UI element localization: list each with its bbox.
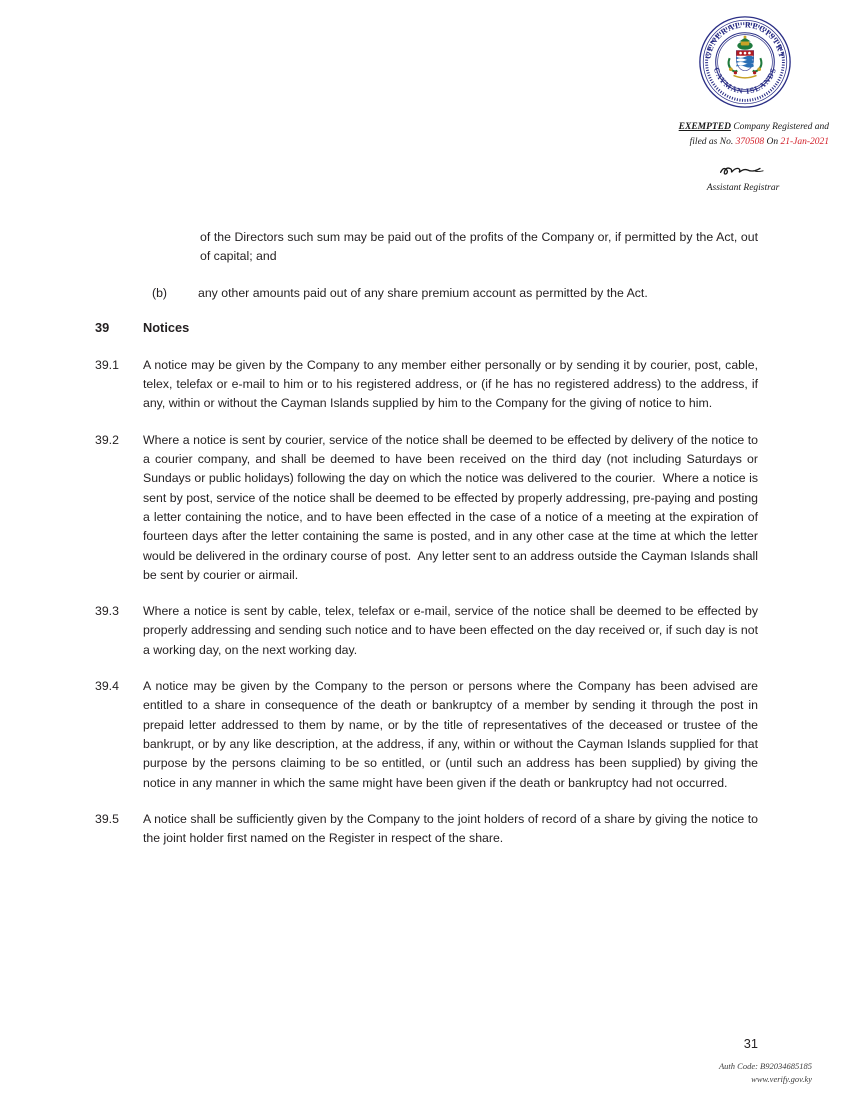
continuation-paragraph: of the Directors such sum may be paid out of the profits of the Company or, if permitted by the Act, out of capital; and [200,230,758,264]
seal-top-text: GENERAL REGISTRY [703,20,787,60]
assistant-registrar-label: Assistant Registrar [706,183,780,194]
list-item-b [95,284,758,303]
general-registry-seal-icon [697,14,793,110]
footer-verification [0,1060,812,1086]
verify-url: www.verify.gov.ky [751,1073,812,1084]
clause-number: 39.1 [95,357,119,372]
section-number: 39 [95,319,110,335]
clause-number: 39.4 [95,679,119,694]
registration-line-1 [655,120,829,135]
section-heading-notices [95,320,758,335]
handwritten-signature-icon [716,161,770,179]
exempted-label: EXEMPTED [678,122,731,132]
clause-39-1 [95,356,762,414]
on-label: On [764,136,781,147]
cayman-coat-of-arms-icon [729,36,762,78]
registration-text [655,120,835,149]
document-body [95,228,762,865]
auth-code: Auth Code: B92034685185 [718,1061,812,1071]
signature-block [655,161,835,193]
registry-stamp-block [655,14,835,193]
clause-text: Where a notice is sent by cable, telex, telefax or e-mail, service of the notice shall be deemed to be effected by properly addressing and sending such notice and to have been effected on the day received or, if such day is not a working day, on the next working day. [143,604,762,657]
clause-text: A notice may be given by the Company to the person or persons where the Company has been advised are entitled to a share in consequence of the death or bankruptcy of a member by sending it through the post in prepaid letter addressed to them by name, or by the title of representatives of the deceased or trustee of the bankrupt, or by any like description, at the address, if any, within or without the Cayman Islands supplied for that purpose by the persons claiming to be so entitled, or (until such an address has been supplied) by giving the notice in any manner in which the same might have been given if the death or bankruptcy had not occurred. [143,679,762,790]
list-item-b-text: any other amounts paid out of any share premium account as permitted by the Act. [198,285,648,300]
clause-number: 39.2 [95,432,119,447]
clause-number: 39.5 [95,811,119,826]
clause-text: A notice may be given by the Company to any member either personally or by sending it by courier, post, cable, telex, telefax or e-mail to him or to his registered address, or (if he has no registered address) to the address, if any, within or without the Cayman Islands supplied by him to the Company for the giving of notice to him. [143,357,762,411]
seal-bottom-text: CAYMAN ISLANDS [711,66,779,96]
registration-number: 370508 [735,136,765,147]
clause-39-5 [95,810,762,849]
clause-text: Where a notice is sent by courier, service of the notice shall be deemed to be effected by delivery of the notice to a courier company, and shall be deemed to have been received on the third day (not including Saturdays or Sundays or public holidays) following the day on which the notice was delivered to the courier. Where a notice is sent by post, service of the notice shall be deemed to be effected by properly addressing, pre-paying and posting a letter containing the notice, and to have been effected in the case of a notice of a meeting at the expiration of fourteen days after the letter containing the same is posted, and in any other case at the time at which the letter would be delivered in the ordinary course of post. Any letter sent to an address outside the Cayman Islands shall be sent by courier or airmail. [143,432,762,582]
clause-39-2 [95,431,762,585]
page-number: 31 [743,1036,758,1051]
section-title: Notices [143,319,190,335]
filed-as-no-label: filed as No. [689,136,736,147]
clause-39-3 [95,602,762,660]
registration-line-2 [655,135,829,150]
registration-date: 21-Jan-2021 [780,136,829,147]
clause-39-4 [95,677,762,793]
list-item-b-marker: (b) [152,285,168,300]
registered-and-text: Company Registered and [730,122,829,132]
clause-text: A notice shall be sufficiently given by the Company to the joint holders of record of a share by giving the notice to the joint holder first named on the Register in respect of the share. [143,811,762,846]
clause-number: 39.3 [95,604,119,619]
